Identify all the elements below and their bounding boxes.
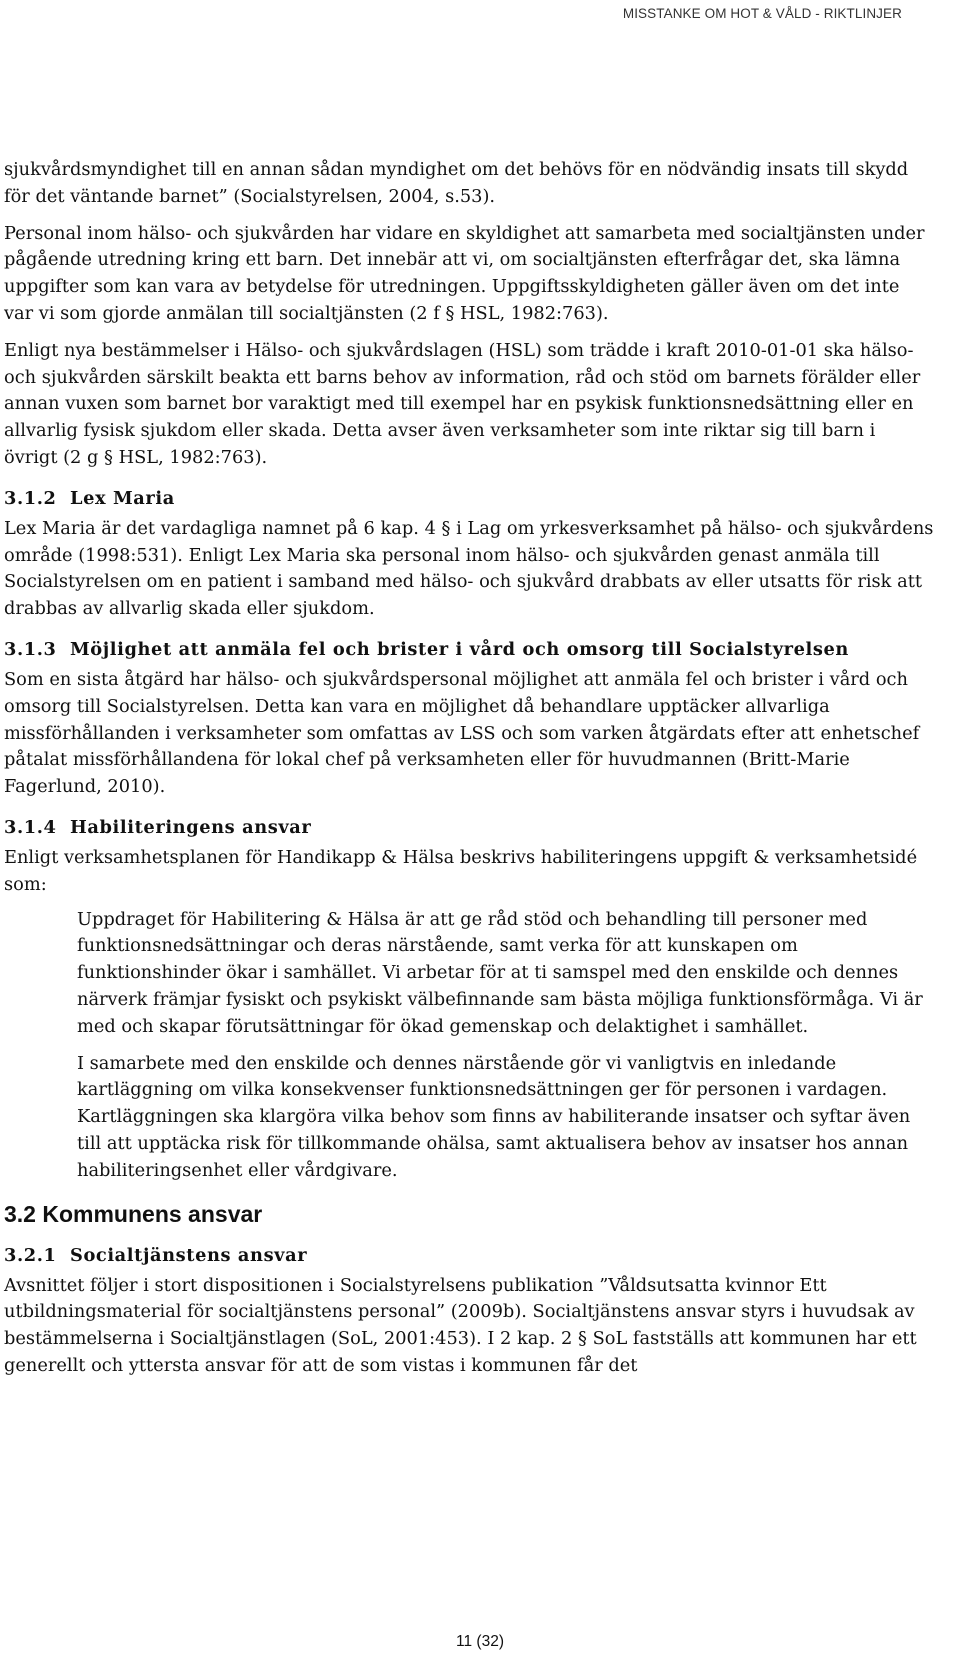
section-heading-3-2 (4, 1199, 934, 1229)
section-title: Kommunens ansvar (42, 1200, 263, 1227)
section-title: Möjlighet att anmäla fel och brister i vård och omsorg till Socialstyrelsen (70, 638, 849, 660)
block-quote (77, 907, 934, 1185)
paragraph: Personal inom hälso- och sjukvården har vidare en skyldighet att samarbeta med socialtjänsten under pågående utredning kring ett barn. Det innebär att vi, om socialtjänsten efterfrågar det, ska lämna uppgifter som kan vara av betydelse för utredningen. Uppgiftsskyldigheten gäller även om det inte var vi som gjorde anmälan till socialtjänsten (2 f § HSL, 1982:763). (4, 222, 925, 324)
section-heading-3-1-4 (4, 815, 934, 841)
paragraph: Avsnittet följer i stort dispositionen i Socialstyrelsens publikation ”Våldsutsatta kvinnor Ett utbildningsmaterial för socialtjänstens personal” (2009b). Socialtjänstens ansvar styrs i huvudsak av bestämmelserna i Socialtjänstlagen (SoL, 2001:453). I 2 kap. 2 § SoL fastställs att kommunen har ett generellt och yttersta ansvar för att de som vistas i kommunen får det (4, 1274, 917, 1376)
section-number: 3.2 (4, 1200, 36, 1227)
section-heading-3-1-3 (4, 637, 934, 663)
quote-paragraph: Uppdraget för Habilitering & Hälsa är att ge råd stöd och behandling till personer med funktionsnedsättningar och deras närstående, samt verka för att kunskapen om funktionshinder ökar i samhället. Vi arbetar för at ti samspel med den enskilde och dennes närverk främjar fysiskt och psykiskt välbefinnande sam bästa möjliga funktionsförmåga. Vi är med och skapar förutsättningar för ökad gemenskap och delaktighet i samhället. (77, 908, 923, 1037)
running-header: MISSTANKE OM HOT & VÅLD - RIKTLINJER (622, 6, 902, 21)
paragraph: sjukvårdsmyndighet till en annan sådan myndighet om det behövs för en nödvändig insats till skydd för det väntande barnet” (Socialstyrelsen, 2004, s.53). (4, 159, 909, 207)
section-number: 3.1.3 (4, 638, 57, 660)
section-title: Habiliteringens ansvar (70, 816, 312, 838)
section-number: 3.2.1 (4, 1244, 57, 1266)
section-title: Lex Maria (70, 487, 175, 509)
section-title: Socialtjänstens ansvar (70, 1244, 308, 1266)
paragraph: Som en sista åtgärd har hälso- och sjukvårdspersonal möjlighet att anmäla fel och brister i vård och omsorg till Socialstyrelsen. Detta kan vara en möjlighet då behandlare upptäcker allvarliga missförhållanden i verksamheter som omfattas av LSS och som varken åtgärdats efter att enhetschef påtalat missförhållandena för lokal chef på verksamheten eller för huvudmannen (Britt-Marie Fagerlund, 2010). (4, 668, 920, 798)
paragraph: Enligt verksamhetsplanen för Handikapp & Hälsa beskrivs habiliteringens uppgift & verksamhetsidé som: (4, 846, 918, 895)
section-heading-3-2-1 (4, 1243, 934, 1269)
paragraph: Lex Maria är det vardagliga namnet på 6 kap. 4 § i Lag om yrkesverksamhet på hälso- och sjukvårdens område (1998:531). Enligt Lex Maria ska personal inom hälso- och sjukvården genast anmäla till Socialstyrelsen om en patient i samband med hälso- och sjukvård drabbats av eller utsatts för risk att drabbas av allvarlig skada eller sjukdom. (4, 517, 934, 620)
paragraph: Enligt nya bestämmelser i Hälso- och sjukvårdslagen (HSL) som trädde i kraft 2010-01-01 ska hälso- och sjukvården särskilt beakta ett barns behov av information, råd och stöd om barnets förälder eller annan vuxen som barnet bor varaktigt med till exempel har en psykisk funktionsnedsättning eller en allvarlig fysisk sjukdom eller skada. Detta avser även verksamheter som inte riktar sig till barn i övrigt (2 g § HSL, 1982:763). (4, 339, 921, 468)
section-number: 3.1.4 (4, 816, 57, 838)
document-body (4, 157, 934, 1380)
quote-paragraph: I samarbete med den enskilde och dennes närstående gör vi vanligtvis en inledande kartläggning om vilka konsekvenser funktionsnedsättningen ger för personen i vardagen. Kartläggningen ska klargöra vilka behov som finns av habiliterande insatser och syftar även till att upptäcka risk för tillkommande ohälsa, samt aktualisera behov av insatser hos annan habiliteringsenhet eller vårdgivare. (77, 1052, 911, 1181)
page-number: 11 (32) (456, 1633, 504, 1650)
section-number: 3.1.2 (4, 487, 57, 509)
section-heading-3-1-2 (4, 486, 934, 512)
